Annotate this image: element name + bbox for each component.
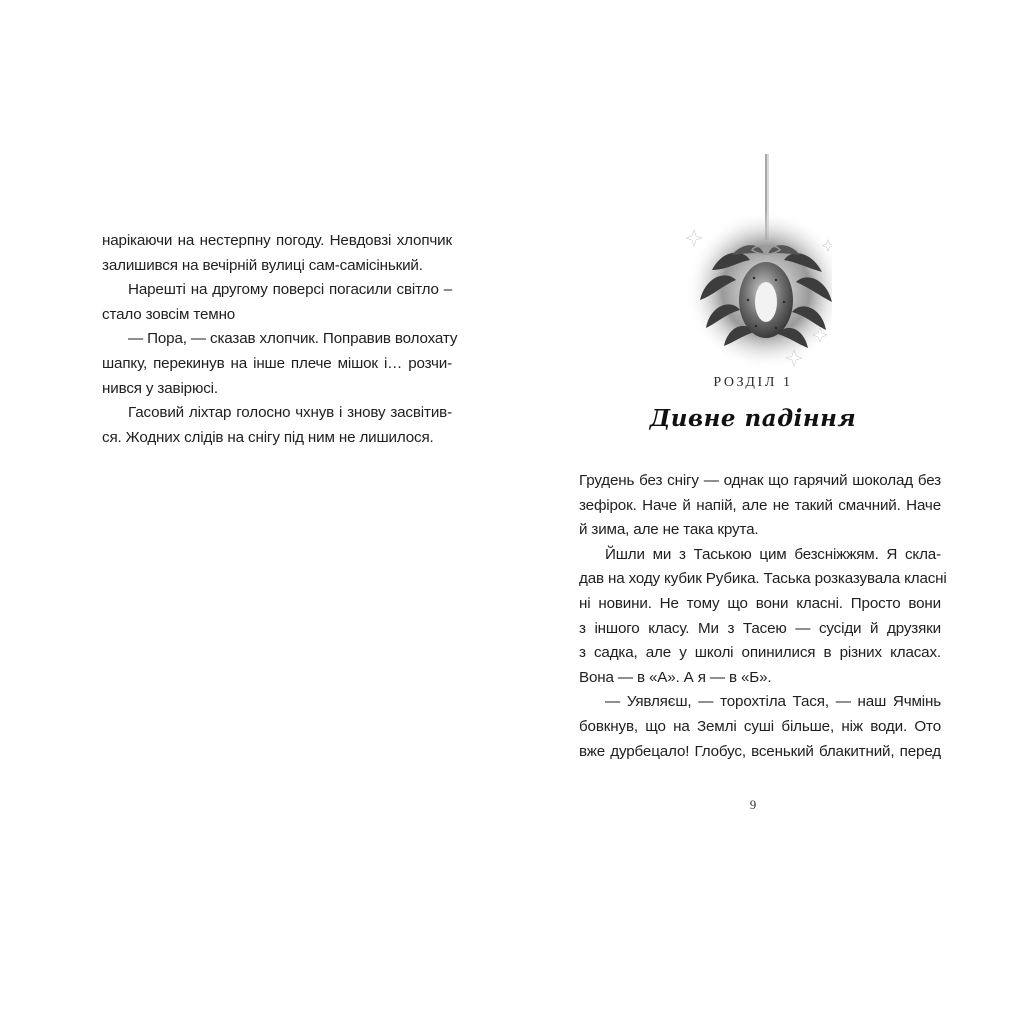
text-line: стало зовсім темно — [102, 305, 236, 323]
text-line: й зима, але не така крута. — [579, 521, 759, 539]
chapter-label: РОЗДІЛ 1 — [713, 375, 793, 390]
text-line: Йшли ми з Таською цим безсніжжям. Я скла- — [605, 545, 941, 563]
text-line: нився у завірюсі. — [102, 379, 218, 397]
text-line: шапку, перекинув на інше плече мішок і… розчи- — [102, 354, 452, 372]
text-line: ні новини. Не тому що вони класні. Просто вони — [579, 594, 941, 612]
text-line: — Пора, — сказав хлопчик. Поправив волохату — [128, 330, 458, 348]
text-line: ся. Жодних слідів на снігу під ним не лишилося. — [102, 428, 434, 446]
left-page-text — [102, 229, 458, 450]
text-line: нарікаючи на нестерпну погоду. Невдовзі хлопчик — [102, 232, 452, 249]
text-line: з садка, але у школі опинилися в різних класах. — [579, 644, 941, 662]
right-page — [512, 0, 1024, 1024]
text-line: — Уявляєш, — торохтіла Тася, — наш Ячмінь — [605, 693, 941, 711]
text-line: бовкнув, що на Землі суші більше, ніж води. Ото — [579, 717, 941, 735]
chapter-title: Дивне падіння — [649, 405, 857, 432]
text-line: з іншого класу. Ми з Тасею — сусіди й друзяки — [579, 619, 941, 637]
page-number: 9 — [749, 797, 757, 812]
text-line: Грудень без снігу — однак що гарячий шоколад без — [579, 472, 941, 489]
wreath-bagel-illustration — [672, 150, 832, 372]
text-line: вже дурбецало! Глобус, всенький блакитний, перед — [579, 742, 941, 760]
right-page-text — [579, 469, 947, 764]
text-line: залишився на вечірній вулиці сам-самісінький. — [102, 256, 423, 274]
text-line: Гасовий ліхтар голосно чхнув і знову засвітив- — [128, 404, 452, 422]
text-line: Нарешті на другому поверсі погасили світло – — [128, 281, 452, 299]
text-line: зефірок. Наче й напій, але не такий смачний. Наче — [579, 496, 941, 514]
text-line: дав на ходу кубик Рубика. Таська розказувала класні — [579, 570, 947, 588]
text-line: Вона — в «А». А я — в «Б». — [579, 668, 772, 686]
